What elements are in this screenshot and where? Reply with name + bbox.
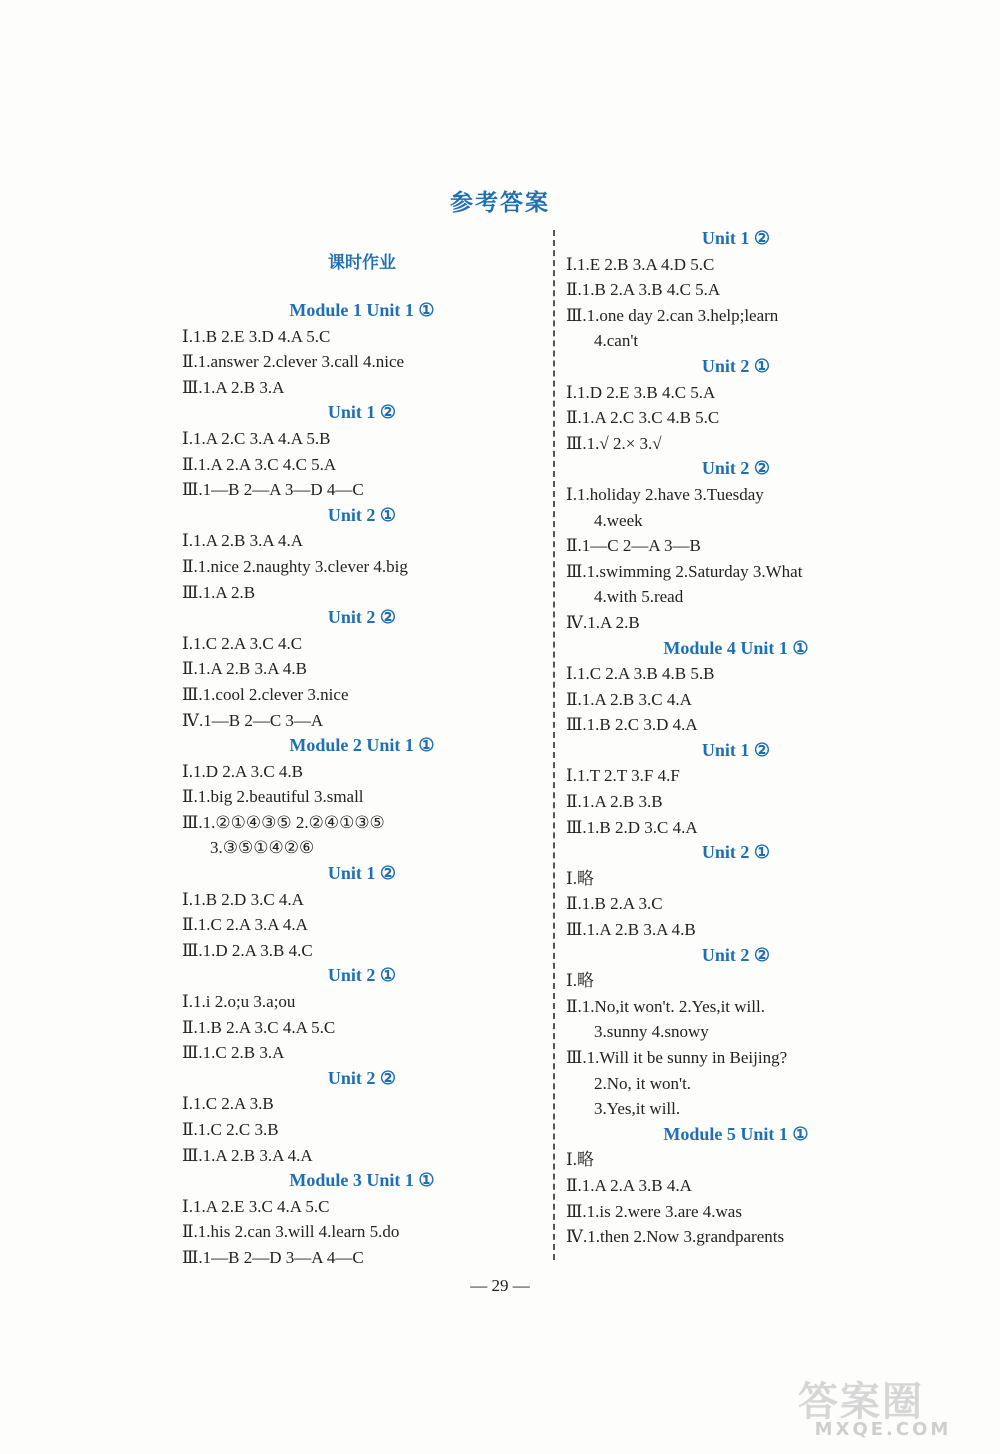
answer-line: 4.week bbox=[594, 510, 643, 530]
answer-line: Ⅱ.1.B 2.A 3.B 4.C 5.A bbox=[566, 280, 721, 300]
answer-line: 3.sunny 4.snowy bbox=[594, 1022, 709, 1042]
answer-line: Ⅰ.1.A 2.C 3.A 4.A 5.B bbox=[182, 428, 331, 448]
answer-list-left bbox=[182, 298, 542, 1271]
answer-line: Ⅰ.略 bbox=[566, 868, 594, 888]
answer-line: Ⅱ.1.A 2.B 3.C 4.A bbox=[566, 689, 692, 709]
answer-line: Ⅰ.略 bbox=[566, 971, 594, 991]
answer-line: 4.with 5.read bbox=[594, 587, 684, 607]
answer-line: Ⅲ.1.B 2.D 3.C 4.A bbox=[566, 817, 698, 837]
answer-line: Ⅱ.1.A 2.A 3.B 4.A bbox=[566, 1175, 692, 1195]
answer-line: Ⅰ.1.C 2.A 3.B bbox=[182, 1094, 274, 1114]
unit-heading: Module 3 Unit 1 ① bbox=[289, 1170, 435, 1191]
watermark-sub-text: MXQE.COM bbox=[814, 1419, 952, 1440]
unit-heading: Unit 2 ② bbox=[701, 458, 771, 479]
answer-line: Ⅰ.1.D 2.E 3.B 4.C 5.A bbox=[566, 382, 716, 402]
unit-heading: Unit 1 ② bbox=[701, 739, 771, 760]
answer-line: Ⅳ.1.then 2.Now 3.grandparents bbox=[566, 1227, 785, 1247]
answer-line: Ⅱ.1.his 2.can 3.will 4.learn 5.do bbox=[182, 1222, 400, 1242]
answer-line: Ⅲ.1.A 2.B 3.A bbox=[182, 377, 285, 397]
answer-line: Ⅰ.1.B 2.E 3.D 4.A 5.C bbox=[182, 326, 331, 346]
answer-line: Ⅰ.1.holiday 2.have 3.Tuesday bbox=[566, 484, 764, 504]
unit-heading: Module 1 Unit 1 ① bbox=[289, 300, 435, 320]
answer-line: Ⅱ.1.A 2.A 3.C 4.C 5.A bbox=[182, 454, 337, 474]
unit-heading: Unit 1 ② bbox=[327, 402, 397, 423]
answer-line: Ⅱ.1.A 2.B 3.B bbox=[566, 792, 663, 812]
unit-heading: Module 4 Unit 1 ① bbox=[663, 637, 809, 658]
answer-line: Ⅲ.1—B 2—D 3—A 4—C bbox=[182, 1247, 364, 1267]
unit-heading: Unit 2 ① bbox=[327, 965, 397, 986]
unit-heading: Unit 2 ② bbox=[327, 607, 397, 628]
answer-line: Ⅰ.1.E 2.B 3.A 4.D 5.C bbox=[566, 254, 715, 274]
answer-line: Ⅱ.1.A 2.C 3.C 4.B 5.C bbox=[566, 408, 720, 428]
answer-line: Ⅱ.1.B 2.A 3.C 4.A 5.C bbox=[182, 1017, 336, 1037]
answer-line: Ⅲ.1.is 2.were 3.are 4.was bbox=[566, 1201, 742, 1221]
answer-line: Ⅲ.1.A 2.B 3.A 4.A bbox=[182, 1145, 313, 1165]
answer-line: Ⅱ.1.A 2.B 3.A 4.B bbox=[182, 659, 307, 679]
answer-line: Ⅲ.1.one day 2.can 3.help;learn bbox=[566, 305, 779, 325]
answer-line: 3.Yes,it will. bbox=[594, 1099, 681, 1119]
answer-line: Ⅲ.1.√ 2.× 3.√ bbox=[566, 433, 662, 453]
answer-line: Ⅰ.1.A 2.B 3.A 4.A bbox=[182, 531, 304, 551]
answer-line: Ⅱ.1.C 2.A 3.A 4.A bbox=[182, 915, 308, 935]
unit-heading: Unit 2 ② bbox=[701, 944, 771, 965]
answer-line: Ⅰ.1.C 2.A 3.B 4.B 5.B bbox=[566, 664, 715, 684]
answer-line: Ⅲ.1.D 2.A 3.B 4.C bbox=[182, 940, 313, 960]
answer-line: Ⅲ.1.②①④③⑤ 2.②④①③⑤ bbox=[182, 812, 385, 832]
answer-line: Ⅳ.1—B 2—C 3—A bbox=[182, 710, 324, 730]
page-title: 参考答案 bbox=[450, 190, 550, 216]
answer-line: 4.can't bbox=[594, 331, 639, 351]
unit-heading: Module 2 Unit 1 ① bbox=[289, 735, 435, 756]
section-title: 课时作业 bbox=[328, 253, 396, 273]
answer-line: 3.③⑤①④②⑥ bbox=[210, 838, 315, 858]
unit-heading: Unit 2 ① bbox=[701, 842, 771, 863]
unit-heading: Module 5 Unit 1 ① bbox=[663, 1123, 809, 1144]
answer-line: Ⅰ.1.T 2.T 3.F 4.F bbox=[566, 766, 680, 786]
answer-line: Ⅱ.1—C 2—A 3—B bbox=[566, 536, 701, 556]
answer-line: Ⅰ.1.C 2.A 3.C 4.C bbox=[182, 633, 303, 653]
answer-line: Ⅱ.1.B 2.A 3.C bbox=[566, 894, 663, 914]
unit-heading: Unit 2 ② bbox=[327, 1067, 397, 1088]
answer-line: Ⅱ.1.answer 2.clever 3.call 4.nice bbox=[182, 352, 405, 372]
answer-line: Ⅲ.1.C 2.B 3.A bbox=[182, 1043, 285, 1063]
unit-heading: Unit 2 ① bbox=[327, 504, 397, 525]
answer-line: Ⅲ.1.swimming 2.Saturday 3.What bbox=[566, 561, 803, 581]
answer-column-left bbox=[182, 226, 542, 1271]
watermark-logo bbox=[788, 1370, 978, 1440]
answer-line: Ⅲ.1—B 2—A 3—D 4—C bbox=[182, 480, 364, 500]
answer-line: Ⅱ.1.C 2.C 3.B bbox=[182, 1120, 279, 1139]
answer-line: Ⅱ.1.No,it won't. 2.Yes,it will. bbox=[566, 996, 765, 1016]
answer-line: Ⅰ.1.i 2.o;u 3.a;ou bbox=[182, 992, 296, 1012]
answer-line: Ⅰ.略 bbox=[566, 1150, 594, 1170]
answer-line: Ⅰ.1.B 2.D 3.C 4.A bbox=[182, 889, 304, 909]
column-divider bbox=[553, 230, 555, 1260]
answer-line: Ⅱ.1.big 2.beautiful 3.small bbox=[182, 787, 364, 807]
unit-heading: Unit 1 ② bbox=[327, 863, 397, 884]
answer-list-right bbox=[566, 226, 906, 1250]
answer-line: Ⅰ.1.A 2.E 3.C 4.A 5.C bbox=[182, 1196, 330, 1216]
watermark-main-text: 答案圈 bbox=[798, 1379, 924, 1425]
page-number: — 29 — bbox=[470, 1276, 530, 1295]
unit-heading: Unit 2 ① bbox=[701, 355, 771, 376]
answer-line: Ⅲ.1.cool 2.clever 3.nice bbox=[182, 684, 349, 704]
answer-line: Ⅲ.1.A 2.B bbox=[182, 582, 256, 602]
answer-line: Ⅲ.1.Will it be sunny in Beijing? bbox=[566, 1048, 788, 1067]
answer-line: Ⅱ.1.nice 2.naughty 3.clever 4.big bbox=[182, 556, 408, 576]
answer-line: Ⅲ.1.A 2.B 3.A 4.B bbox=[566, 920, 696, 940]
answer-line: Ⅳ.1.A 2.B bbox=[566, 612, 640, 632]
answer-column-right bbox=[566, 226, 906, 1250]
answer-line: Ⅲ.1.B 2.C 3.D 4.A bbox=[566, 715, 698, 735]
answer-line: 2.No, it won't. bbox=[594, 1073, 692, 1093]
answer-line: Ⅰ.1.D 2.A 3.C 4.B bbox=[182, 761, 304, 781]
unit-heading: Unit 1 ② bbox=[701, 228, 771, 248]
